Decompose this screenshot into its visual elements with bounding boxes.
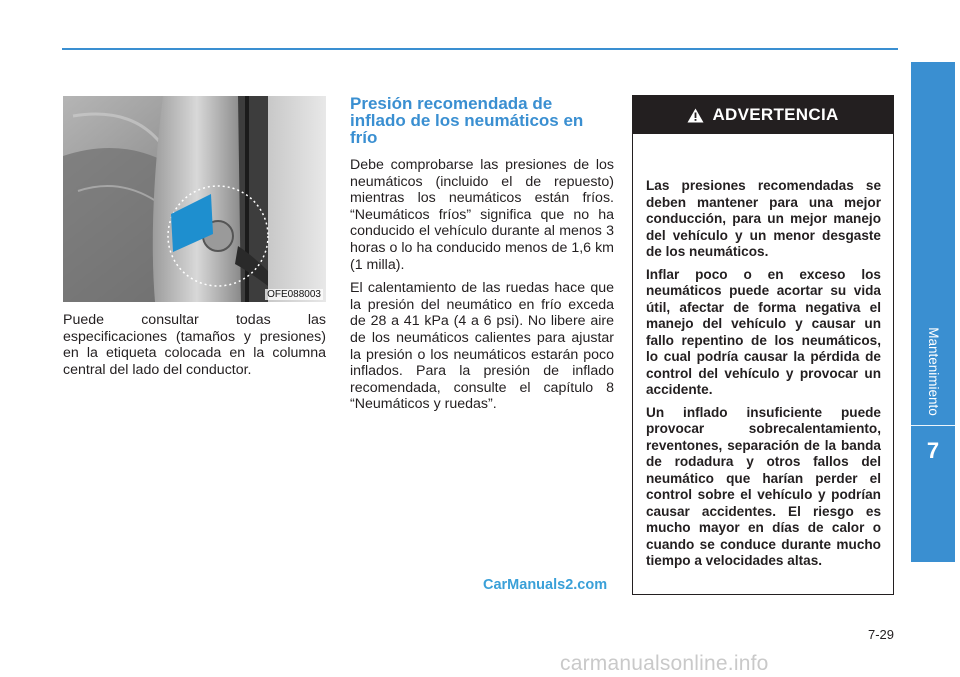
left-column-text [63,312,326,385]
warning-header [633,96,893,134]
sidebar-section-label [912,316,954,426]
door-pillar-illustration [63,96,326,302]
warning-triangle-icon [687,108,704,123]
section-heading: Presión recomendada de inflado de los neumáticos en frío [350,94,584,147]
warning-paragraph-1: Las presiones recomendadas se deben mantener para una mejor conducción, para un mejor manejo del vehículo y un menor desgaste de los neumáticos. [646,178,881,259]
warning-body [633,178,893,570]
middle-paragraph-2: El calentamiento de las ruedas hace que la presión del neumático en frío exceda de 28 a 41 kPa (4 a 6 psi). No libere aire de los neumáticos calientes para ajustar la presión o los neumáticos estarán poco inflados. Para la presión de inflado recomendada, consulte el capítulo 8 “Neumáticos y ruedas”. [350,280,614,413]
image-code: OFE088003 [267,289,321,300]
page-number: 7-29 [867,627,894,642]
warning-paragraph-3: Un inflado insuficiente puede provocar sobrecalentamiento, reventones, separación de la banda de rodadura y otros fallos del neumático que harían perder el control sobre el vehículo y podrían causar accidentes. El riesgo es mucho mayor en días de calor o cuando se conduce durante mucho tiempo a velocidades altas. [646,404,881,568]
footer-watermark[interactable]: carmanualsonline.info [560,652,769,675]
left-paragraph: Puede consultar todas las especificaciones (tamaños y presiones) en la etiqueta colocada en la columna central del lado del conductor. [63,312,326,378]
top-rule [62,48,898,50]
door-pillar-photo [63,96,326,302]
site-watermark[interactable]: CarManuals2.com [483,577,608,593]
warning-title: ADVERTENCIA [712,105,839,124]
sidebar-section-text: Mantenimiento [925,326,941,416]
middle-paragraph-1: Debe comprobarse las presiones de los neumáticos (incluido el de repuesto) mientras los neumáticos están fríos. “Neumáticos fríos” significa que no ha conducido el vehículo durante al menos 3 horas o lo ha conducido menos de 1,6 km (1 milla). [350,157,614,273]
warning-box [632,95,894,595]
warning-paragraph-2: Inflar poco o en exceso los neumáticos puede acortar su vida útil, afectar de forma negativa el manejo del vehículo y causar un fallo repentino de los neumáticos, lo cual podría causar la pérdida de control del vehículo y provocar un accidente. [646,266,881,397]
chapter-sidebar [911,62,955,562]
middle-column-text [350,157,614,420]
chapter-number: 7 [911,425,955,476]
